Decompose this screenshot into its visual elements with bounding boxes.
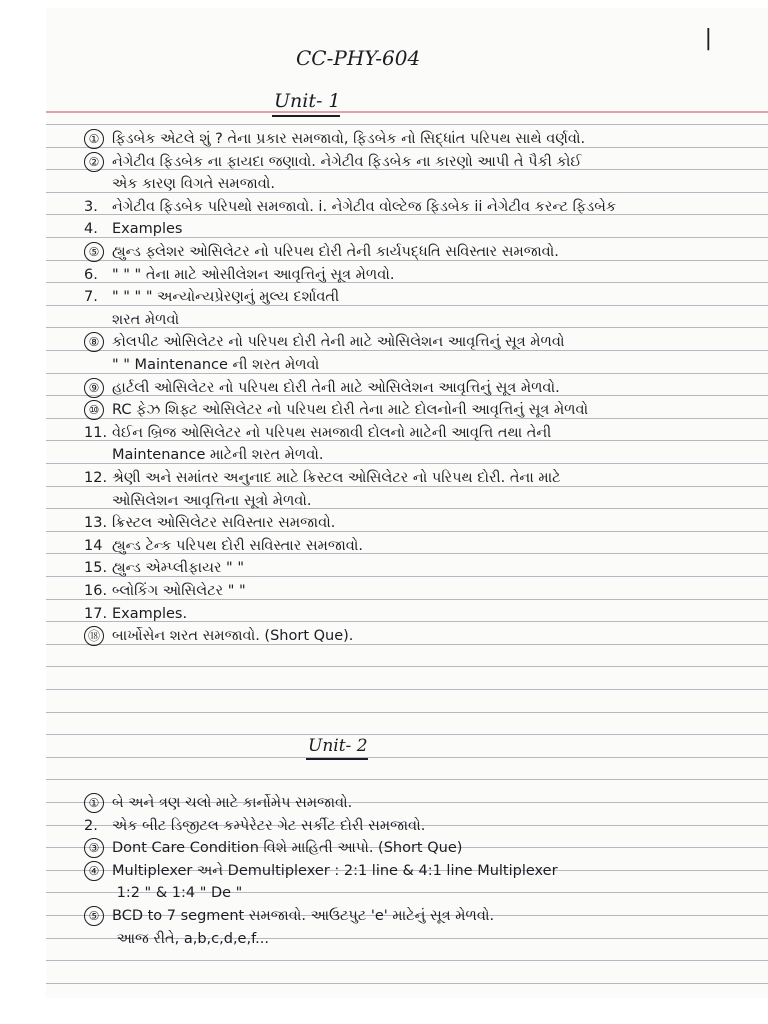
- question-number: ④: [84, 861, 104, 881]
- ruled-line: [46, 689, 768, 690]
- notebook-page: [46, 8, 768, 998]
- question-number: 4.: [84, 221, 98, 237]
- ruled-line: [46, 124, 768, 125]
- question-text: એક બીટ ડિજીટલ કમ્પેરેટર ગેટ સર્કીટ દોરી સમજાવો.: [112, 818, 426, 834]
- question-line: [84, 423, 551, 443]
- unit1-title: Unit- 1: [274, 90, 341, 112]
- question-line: [84, 265, 394, 285]
- question-number: ⑩: [84, 400, 104, 420]
- page-top-margin-line: [46, 111, 768, 113]
- question-line: [84, 558, 244, 578]
- question-text: શરત મેળવો: [112, 312, 180, 328]
- ruled-line: [46, 757, 768, 758]
- question-number: ⑱: [84, 626, 104, 646]
- ruled-line: [46, 779, 768, 780]
- question-text: 1:2 " & 1:4 " De ": [112, 885, 243, 901]
- question-line: [84, 174, 275, 194]
- ruled-line: [46, 712, 768, 713]
- question-text: હ્યુન્ડ ફ્લેશર ઓસિલેટર નો પરિપથ દોરી તેની કાર્યપદ્ધતિ સવિસ્તાર સમજાવો.: [112, 244, 559, 260]
- question-line: [84, 581, 246, 601]
- question-text: શ્રેણી અને સમાંતર અનુનાદ માટે ક્રિસ્ટલ ઓસિલેટર નો પરિપથ દોરી. તેના માટે: [112, 470, 561, 486]
- question-line: [84, 445, 324, 465]
- question-line: [84, 332, 565, 352]
- question-text: " " Maintenance ની શરત મેળવો: [112, 357, 320, 373]
- question-line: [84, 197, 616, 217]
- question-line: [84, 816, 425, 836]
- question-text: બાર્ખોસેન શરત સમજાવો. (Short Que).: [112, 628, 354, 644]
- question-text: Examples: [112, 221, 183, 237]
- question-number: 14: [84, 538, 103, 554]
- question-text: વેઈન બ્રિજ ઓસિલેટર નો પરિપથ સમજાવી દોલનો માટેની આવૃત્તિ તથા તેની: [112, 425, 552, 441]
- question-number: 11.: [84, 425, 108, 441]
- question-number: ①: [84, 793, 104, 813]
- question-line: [84, 242, 559, 262]
- question-number: ⑧: [84, 332, 104, 352]
- question-line: [84, 883, 242, 903]
- question-line: [84, 491, 312, 511]
- ruled-line: [46, 960, 768, 961]
- question-line: [84, 906, 494, 926]
- question-line: [84, 129, 585, 149]
- question-text: Maintenance માટેની શરત મેળવો.: [112, 447, 324, 463]
- question-text: બે અને ત્રણ ચલો માટે કાર્નોમેપ સમજાવો.: [112, 795, 353, 811]
- question-number: 3.: [84, 199, 98, 215]
- question-line: [84, 536, 363, 556]
- question-text: એક કારણ વિગતે સમજાવો.: [112, 176, 275, 192]
- corner-mark: |: [704, 26, 712, 51]
- question-line: [84, 793, 352, 813]
- question-text: BCD to 7 segment સમજાવો. આઉટપુટ 'e' માટેનું સૂત્ર મેળવો.: [112, 908, 495, 924]
- subject-code: CC-PHY-604: [296, 46, 421, 70]
- question-text: નેગેટીવ ફિડબેક ના ફાયદા જણાવો. નેગેટીવ ફિડબેક ના કારણો આપી તે પૈકી કોઈ: [112, 154, 582, 170]
- question-text: " " " તેના માટે ઓસીલેશન આવૃત્તિનું સૂત્ર મેળવો.: [112, 267, 395, 283]
- question-number: 13.: [84, 515, 108, 531]
- question-line: [84, 152, 582, 172]
- question-text: કોલપીટ ઓસિલેટર નો પરિપથ દોરી તેની માટે ઓસિલેશન આવૃત્તિનું સૂત્ર મેળવો: [112, 334, 565, 350]
- question-line: [84, 400, 588, 420]
- question-line: [84, 219, 182, 239]
- question-line: [84, 626, 353, 646]
- question-text: બ્લોકિંગ ઓસિલેટર " ": [112, 583, 246, 599]
- question-line: [84, 604, 187, 624]
- question-text: " " " " અન્યોન્યપ્રેરણનું મુલ્ય દર્શાવતી: [112, 289, 340, 305]
- question-number: ③: [84, 838, 104, 858]
- question-number: 7.: [84, 289, 98, 305]
- question-number: ⑤: [84, 906, 104, 926]
- question-line: [84, 929, 269, 949]
- question-number: ⑤: [84, 242, 104, 262]
- question-number: 6.: [84, 267, 98, 283]
- question-number: ⑨: [84, 378, 104, 398]
- question-line: [84, 513, 335, 533]
- question-number: 15.: [84, 560, 108, 576]
- question-number: ①: [84, 129, 104, 149]
- question-text: હ્યુન્ડ એમ્પ્લીફાયર " ": [112, 560, 245, 576]
- question-text: Dont Care Condition વિશે માહિતી આપો. (Short Que): [112, 840, 463, 856]
- question-number: ②: [84, 152, 104, 172]
- question-line: [84, 310, 179, 330]
- question-line: [84, 468, 561, 488]
- question-text: Multiplexer અને Demultiplexer : 2:1 line & 4:1 line Multiplexer: [112, 863, 558, 879]
- question-line: [84, 378, 560, 398]
- question-text: હાર્ટલી ઓસિલેટર નો પરિપથ દોરી તેની માટે ઓસિલેશન આવૃત્તિનું સૂત્ર મેળવો.: [112, 380, 560, 396]
- unit1-title-underline: [272, 115, 340, 117]
- question-text: આજ રીતે, a,b,c,d,e,f...: [112, 931, 269, 947]
- question-line: [84, 838, 462, 858]
- question-line: [84, 861, 558, 881]
- question-text: Examples.: [112, 606, 188, 622]
- question-text: હ્યુન્ડ ટેન્ક પરિપથ દોરી સવિસ્તાર સમજાવો.: [112, 538, 364, 554]
- question-text: RC ફેઝ શિફ્ટ ઓસિલેટર નો પરિપથ દોરી તેના માટે દોલનોની આવૃત્તિનું સૂત્ર મેળવો: [112, 402, 589, 418]
- question-text: ઓસિલેશન આવૃત્તિના સૂત્રો મેળવો.: [112, 493, 312, 509]
- question-number: 12.: [84, 470, 108, 486]
- question-number: 2.: [84, 818, 98, 834]
- unit2-title: Unit- 2: [308, 736, 368, 756]
- question-line: [84, 287, 339, 307]
- ruled-line: [46, 734, 768, 735]
- unit2-title-underline: [306, 758, 368, 760]
- ruled-line: [46, 666, 768, 667]
- question-text: ક્રિસ્ટલ ઓસિલેટર સવિસ્તાર સમજાવો.: [112, 515, 336, 531]
- question-number: 17.: [84, 606, 108, 622]
- question-text: ફિડબેક એટલે શું ? તેના પ્રકાર સમજાવો, ફિડબેક નો સિદ્ધાંત પરિપથ સાથે વર્ણવો.: [112, 131, 586, 147]
- ruled-line: [46, 983, 768, 984]
- question-line: [84, 355, 319, 375]
- question-text: નેગેટીવ ફિડબેક પરિપથો સમજાવો. i. નેગેટીવ વોલ્ટેજ ફિડબેક ii નેગેટીવ કરન્ટ ફિડબેક: [112, 199, 617, 215]
- question-number: 16.: [84, 583, 108, 599]
